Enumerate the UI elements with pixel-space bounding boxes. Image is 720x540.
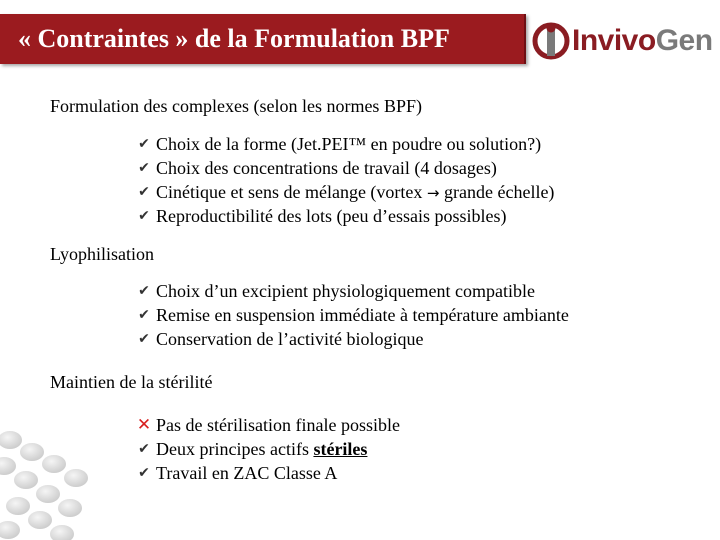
list-item-text: Choix d’un excipient physiologiquement compatible [156, 281, 535, 301]
list-item-text: Travail en ZAC Classe A [156, 463, 338, 483]
check-icon: ✔ [138, 160, 150, 176]
emphasized-text: stériles [313, 439, 368, 459]
check-icon: ✔ [138, 184, 150, 200]
list-item-text: Remise en suspension immédiate à température ambiante [156, 305, 569, 325]
list-item [136, 327, 569, 351]
logo-text-gen: Gen [655, 24, 713, 57]
bullet-list-lyophilisation [136, 279, 569, 351]
list-item-text: grande échelle) [439, 182, 555, 202]
list-item [136, 437, 400, 461]
list-item-text: Pas de stérilisation finale possible [156, 415, 400, 435]
check-icon: ✔ [138, 136, 150, 152]
slide-title: « Contraintes » de la Formulation BPF [18, 24, 450, 53]
cross-icon: ✕ [136, 415, 152, 435]
arrow-right-icon: → [426, 184, 440, 202]
section-heading-formulation: Formulation des complexes (selon les normes BPF) [50, 96, 422, 116]
list-item [136, 279, 569, 303]
check-icon: ✔ [138, 307, 150, 323]
list-item-text: Conservation de l’activité biologique [156, 329, 424, 349]
decorative-vials-image [0, 400, 110, 540]
list-item [136, 303, 569, 327]
check-icon: ✔ [138, 441, 150, 457]
section-heading-lyophilisation: Lyophilisation [50, 244, 155, 264]
list-item-text: Choix de la forme (Jet.PEI™ en poudre ou solution?) [156, 134, 542, 154]
check-icon: ✔ [138, 465, 150, 481]
list-item-text: Cinétique et sens de mélange (vortex [156, 182, 427, 202]
bullet-list-formulation [136, 132, 554, 228]
check-icon: ✔ [138, 283, 150, 299]
check-icon: ✔ [138, 208, 150, 224]
list-item [136, 413, 400, 437]
list-item-text: Deux principes actifs [156, 439, 314, 459]
list-item [136, 156, 554, 180]
list-item-text: Reproductibilité des lots (peu d’essais possibles) [156, 206, 507, 226]
list-item-text: Choix des concentrations de travail (4 dosages) [156, 158, 497, 178]
bullet-list-sterilite [136, 413, 400, 485]
list-item [136, 132, 554, 156]
logo-text-invivo: Invivo [572, 24, 656, 57]
section-heading-sterilite: Maintien de la stérilité [50, 372, 213, 392]
check-icon: ✔ [138, 331, 150, 347]
list-item [136, 204, 554, 228]
list-item [136, 180, 554, 204]
list-item [136, 461, 400, 485]
